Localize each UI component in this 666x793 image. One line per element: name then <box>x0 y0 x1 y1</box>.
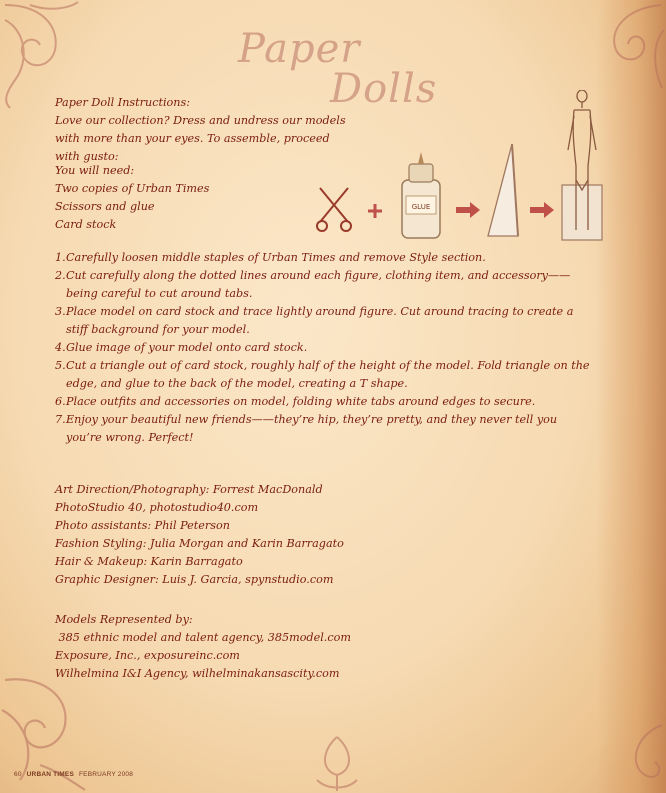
step-text: Carefully loosen middle staples of Urban Times and remove Style section. <box>66 251 486 264</box>
credit-line: Hair & Makeup: Karin Barragato <box>55 555 243 568</box>
supply-item: Scissors and glue <box>55 200 155 213</box>
glue-bottle-icon <box>402 152 440 238</box>
credit-line: Art Direction/Photography: Forrest MacDonald <box>55 483 323 496</box>
scissors-icon <box>317 188 351 231</box>
step-number: 7. <box>55 413 66 426</box>
step-item <box>55 249 595 267</box>
step-number: 2. <box>55 269 66 282</box>
assembly-illustration <box>312 90 612 250</box>
step-text: Glue image of your model onto card stock. <box>66 341 308 354</box>
instruction-steps <box>55 249 595 447</box>
intro-heading: Paper Doll Instructions: <box>55 96 191 109</box>
step-text: Cut carefully along the dotted lines around each figure, clothing item, and accessory——being careful to cut around tabs. <box>66 269 571 300</box>
glue-label: GLUE <box>411 203 431 211</box>
intro-block <box>55 94 355 166</box>
step-text: Place model on card stock and trace lightly around figure. Cut around tracing to create a stiff background for your model. <box>66 305 574 336</box>
models-heading: Models Represented by: <box>55 613 193 626</box>
step-item <box>55 393 595 411</box>
step-item <box>55 303 595 339</box>
arrow-right-icon <box>456 202 480 218</box>
title-word-paper: Paper <box>238 26 361 72</box>
supplies-heading: You will need: <box>55 164 135 177</box>
step-text: Place outfits and accessories on model, folding white tabs around edges to secure. <box>66 395 536 408</box>
page-footer <box>14 771 133 778</box>
standing-doll-icon <box>562 90 602 240</box>
agency-line: Exposure, Inc., exposureinc.com <box>55 649 240 662</box>
intro-line: with more than your eyes. To assemble, proceed with gusto: <box>55 132 330 163</box>
supplies-list <box>55 162 305 234</box>
step-item <box>55 357 595 393</box>
step-item <box>55 411 595 447</box>
page-number: 60 <box>14 771 22 778</box>
intro-line: Love our collection? Dress and undress our models <box>55 114 346 127</box>
agency-line: Wilhelmina I&I Agency, wilhelminakansascity.com <box>55 667 340 680</box>
issue-date: FEBRUARY 2008 <box>79 771 134 778</box>
credit-line: Fashion Styling: Julia Morgan and Karin Barragato <box>55 537 344 550</box>
step-number: 5. <box>55 359 66 372</box>
step-number: 4. <box>55 341 66 354</box>
bottom-center-ornament <box>312 735 362 793</box>
models-block <box>55 611 355 683</box>
plus-icon <box>368 204 382 218</box>
credit-line: Graphic Designer: Luis J. Garcia, spynstudio.com <box>55 573 334 586</box>
publication-name: URBAN TIMES <box>26 771 74 778</box>
arrow-right-icon <box>530 202 554 218</box>
step-number: 1. <box>55 251 66 264</box>
step-number: 3. <box>55 305 66 318</box>
step-text: Cut a triangle out of card stock, roughly half of the height of the model. Fold triangle on the edge, and glue to the back of the model, creating a T shape. <box>66 359 590 390</box>
top-right-ornament <box>596 0 666 90</box>
step-number: 6. <box>55 395 66 408</box>
step-item <box>55 267 595 303</box>
supply-item: Card stock <box>55 218 117 231</box>
triangle-card-icon <box>488 144 518 236</box>
supply-item: Two copies of Urban Times <box>55 182 210 195</box>
credit-line: PhotoStudio 40, photostudio40.com <box>55 501 259 514</box>
title-word-dolls: Dolls <box>330 66 438 112</box>
step-text: Enjoy your beautiful new friends——they’re hip, they’re pretty, and they never tell you you’re wrong. Perfect! <box>66 413 558 444</box>
credit-line: Photo assistants: Phil Peterson <box>55 519 230 532</box>
credits-block <box>55 481 355 589</box>
agency-line: 385 ethnic model and talent agency, 385model.com <box>55 631 351 644</box>
step-item <box>55 339 595 357</box>
bottom-right-ornament <box>600 720 666 793</box>
